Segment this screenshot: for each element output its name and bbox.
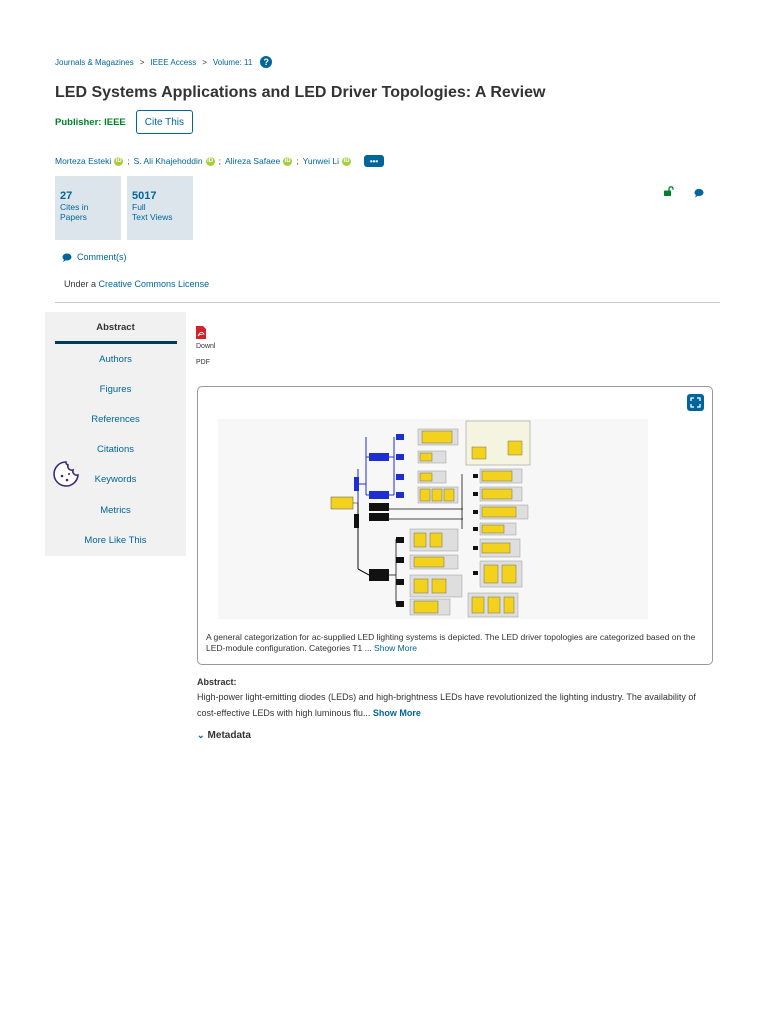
metric-value: 5017 [132,190,157,202]
figure-show-more-link[interactable]: Show More [374,643,418,653]
sidenav-item-metrics[interactable]: Metrics [100,505,131,516]
sidenav-item-figures[interactable]: Figures [99,384,132,395]
active-tab-indicator [55,341,177,344]
expand-icon [687,394,704,411]
sidenav-item-more-like-this[interactable]: More Like This [84,535,147,546]
pdf-label: PDF [196,359,210,366]
help-icon[interactable]: ? [260,56,272,68]
author-separator: ; [218,156,221,166]
abstract-body [197,689,697,721]
metadata-toggle[interactable] [197,730,251,741]
sidenav-item-abstract[interactable]: Abstract [96,322,135,333]
metric-label: Text Views [132,212,173,222]
orcid-icon[interactable]: iD [343,157,350,164]
license-link[interactable]: Creative Commons License [98,279,210,289]
figure-caption [206,632,696,654]
breadcrumb [55,56,272,68]
breadcrumb-journals[interactable]: Journals & Magazines [55,57,134,67]
expand-figure-button[interactable] [687,394,704,411]
abstract-text: High-power light-emitting diodes (LEDs) and high-brightness LEDs have revolutionized the lighting industry. The availability of cost-effective LEDs with high luminous flu... [197,692,696,718]
license-line [64,279,209,289]
cookie-preferences-icon[interactable] [52,460,80,488]
license-prefix: Under a [64,279,99,289]
orcid-icon[interactable]: iD [284,157,291,164]
comment-icon [62,253,72,262]
author-list [55,155,384,167]
more-authors-button[interactable]: ••• [364,155,384,167]
section-divider [55,302,720,303]
breadcrumb-volume[interactable]: Volume: 11 [212,57,253,67]
sidenav-item-authors[interactable]: Authors [99,354,132,365]
metric-cites[interactable] [55,176,121,240]
cite-this-button[interactable]: Cite This [136,110,193,134]
publisher-row [55,110,193,134]
comments-label: Comment(s) [77,252,127,262]
publisher-label: Publisher: IEEE [55,116,126,128]
comments-link[interactable] [62,252,127,262]
figure-caption-text: A general categorization for ac-supplied LED lighting systems is depicted. The LED driver topologies are categorized based on the LED-module configuration. Categories T1 ... [206,632,696,653]
metric-label: Cites in [60,202,89,212]
open-access-lock-icon[interactable] [664,186,674,196]
document-sidenav [45,312,186,556]
pdf-icon [196,326,206,339]
metric-label: Papers [60,212,87,222]
sidenav-item-references[interactable]: References [91,414,140,425]
orcid-icon[interactable]: iD [115,157,122,164]
metadata-label: Metadata [207,730,251,741]
abstract-show-more-link[interactable]: Show More [372,708,421,718]
metric-value: 27 [60,190,73,202]
metric-views[interactable] [127,176,193,240]
metric-label: Full [132,202,146,212]
breadcrumb-separator: > [139,57,145,67]
author-link[interactable]: Morteza Esteki [55,156,112,166]
breadcrumb-ieee-access[interactable]: IEEE Access [150,57,197,67]
author-link[interactable]: Alireza Safaee [224,156,281,166]
breadcrumb-separator: > [202,57,207,67]
comment-icon[interactable] [694,188,704,198]
figure-image[interactable] [218,419,648,619]
sidenav-item-keywords[interactable]: Keywords [94,474,137,485]
orcid-icon[interactable]: iD [207,157,214,164]
author-link[interactable]: Yunwei Li [302,156,340,166]
figure-card [197,386,713,665]
chevron-down-icon: ⌄ [197,730,205,740]
author-separator: ; [127,156,130,166]
pdf-download[interactable] [196,326,215,366]
author-link[interactable]: S. Ali Khajehoddin [133,156,203,166]
page-title: LED Systems Applications and LED Driver Topologies: A Review [55,84,546,101]
sidenav-item-citations[interactable]: Citations [97,444,134,455]
author-separator: ; [296,156,299,166]
pdf-download-label: Downl [196,343,216,350]
abstract-heading: Abstract: [197,677,237,687]
